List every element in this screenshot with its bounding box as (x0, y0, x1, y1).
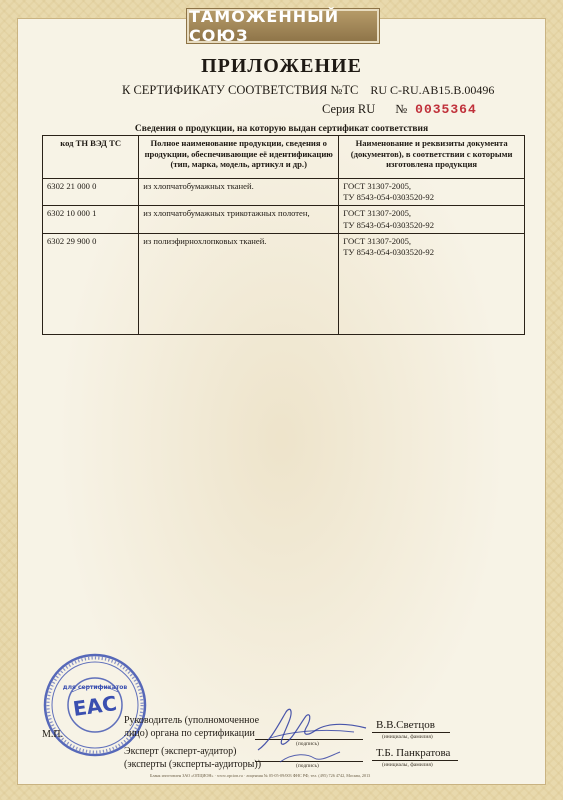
cell-name: из хлопчатобумажных тканей. (139, 179, 339, 206)
expert-name-line (372, 760, 458, 761)
head-label-line-2: лицо) органа по сертификации (124, 727, 255, 739)
cell-documents (339, 233, 525, 334)
head-label-line-1: Руководитель (уполномоченное (124, 715, 260, 726)
column-header-documents: Наименование и реквизиты документа (документов), в соответствии с которыми изготовлена продукция (339, 136, 525, 179)
expert-label (124, 746, 261, 771)
product-table (42, 135, 525, 335)
document-title: ПРИЛОЖЕНИЕ (201, 55, 362, 77)
column-header-code: код ТН ВЭД ТС (43, 136, 139, 179)
certificate-number: RU C-RU.АВ15.В.00496 (370, 83, 495, 97)
cell-code: 6302 29 900 0 (43, 233, 139, 334)
expert-name: Т.Б. Панкратова (376, 747, 451, 759)
stamp-top-text: для сертификатов (62, 684, 128, 691)
series-line (322, 102, 477, 117)
cell-code: 6302 10 000 1 (43, 206, 139, 233)
doc-gost: ГОСТ 31307-2005, (343, 208, 412, 219)
table-header-row (43, 136, 525, 179)
cell-name: из хлопчатобумажных трикотажных полотен, (139, 206, 339, 233)
customs-union-banner: ТАМОЖЕННЫЙ СОЮЗ (187, 9, 379, 43)
doc-gost: ГОСТ 31307-2005, (343, 235, 412, 246)
cell-code: 6302 21 000 0 (43, 179, 139, 206)
table-row (43, 206, 525, 233)
cell-documents (339, 206, 525, 233)
column-header-name: Полное наименование продукции, сведения о продукции, обеспечивающие её идентификацию (тип, марка, модель, артикул и др.) (139, 136, 339, 179)
expert-label-line-2: (эксперты (эксперты-аудиторы)) (124, 758, 262, 770)
expert-label-line-1: Эксперт (эксперт-аудитор) (124, 746, 237, 757)
head-name-caption: (инициалы, фамилия) (382, 734, 433, 740)
doc-tu: ТУ 8543-054-0303520-92 (343, 246, 435, 257)
mp-label: М.П. (42, 729, 64, 740)
stamp-center-text: ЕАС (71, 691, 119, 721)
certificate-subtitle (122, 83, 494, 98)
cell-name: из полиэфирнохлопковых тканей. (139, 233, 339, 334)
cell-documents (339, 179, 525, 206)
head-name: В.В.Светцов (376, 719, 435, 731)
table-row (43, 179, 525, 206)
table-row (43, 233, 525, 334)
expert-sign-caption: (подпись) (296, 763, 319, 769)
head-name-line (372, 732, 450, 733)
head-label (124, 715, 259, 740)
table-caption: Сведения о продукции, на которую выдан сертификат соответствия (134, 124, 429, 134)
form-footer: Бланк изготовлен ЗАО «ОПЦИОН» · www.opcion.ru · лицензия № 05-05-09/003 ФНС РФ, тел. (495) 726 4742, Москва, 2013 (150, 773, 371, 778)
head-sign-caption: (подпись) (296, 741, 319, 747)
subtitle-label: К СЕРТИФИКАТУ СООТВЕТСТВИЯ №ТС (122, 83, 359, 97)
doc-tu: ТУ 8543-054-0303520-92 (343, 219, 435, 230)
doc-tu: ТУ 8543-054-0303520-92 (343, 192, 435, 203)
expert-name-caption: (инициалы, фамилия) (382, 762, 433, 768)
signature-graphic (250, 702, 370, 770)
certification-stamp (42, 652, 148, 758)
serial-number: 0035364 (415, 102, 477, 117)
doc-gost: ГОСТ 31307-2005, (343, 181, 412, 191)
series-label: Серия RU (322, 102, 376, 116)
number-label: № (395, 102, 408, 116)
